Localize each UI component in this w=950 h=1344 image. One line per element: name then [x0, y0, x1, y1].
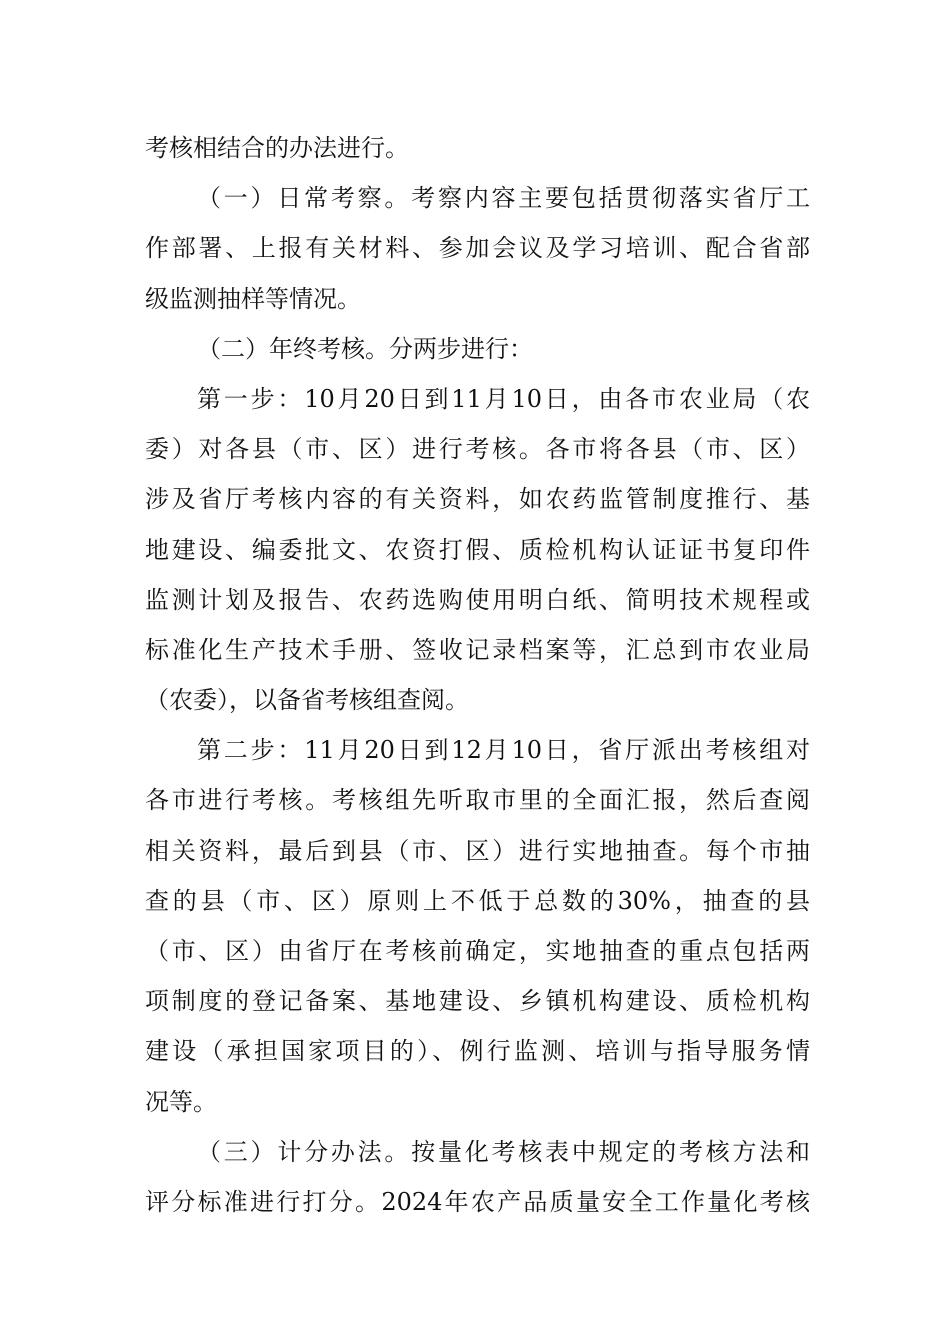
- text-line: 地建设、编委批文、农资打假、质检机构认证证书复印件: [145, 535, 810, 564]
- text-line: 第一步：10月20日到11月10日，由各市农业局（农: [197, 384, 810, 413]
- text-line: 查的县（市、区）原则上不低于总数的30%，抽查的县: [145, 886, 810, 915]
- text-line: （市、区）由省厅在考核前确定，实地抽查的重点包括两: [145, 937, 810, 965]
- text-line: （二）年终考核。分两步进行：: [197, 334, 533, 363]
- text-line: 作部署、上报有关材料、参加会议及学习培训、配合省部: [145, 234, 810, 263]
- text-line: （一）日常考察。考察内容主要包括贯彻落实省厅工: [197, 184, 810, 213]
- text-line: （农委），以备省考核组查阅。: [145, 686, 469, 715]
- text-line: 各市进行考核。考核组先听取市里的全面汇报，然后查阅: [145, 786, 810, 815]
- document-body: [145, 123, 810, 1227]
- text-line: 相关资料，最后到县（市、区）进行实地抽查。每个市抽: [145, 836, 810, 865]
- text-line: （三）计分办法。按量化考核表中规定的考核方法和: [197, 1137, 810, 1166]
- text-line: 监测计划及报告、农药选购使用明白纸、简明技术规程或: [145, 585, 810, 614]
- text-line: 考核相结合的办法进行。: [145, 134, 409, 162]
- text-line: 委）对各县（市、区）进行考核。各市将各县（市、区）: [145, 435, 810, 464]
- text-line: 项制度的登记备案、基地建设、乡镇机构建设、质检机构: [145, 987, 810, 1016]
- text-line: 标准化生产技术手册、签收记录档案等，汇总到市农业局: [145, 635, 810, 664]
- text-line: 况等。: [145, 1087, 217, 1116]
- text-line: 评分标准进行打分。2024年农产品质量安全工作量化考核: [145, 1187, 810, 1216]
- text-line: 涉及省厅考核内容的有关资料，如农药监管制度推行、基: [145, 485, 810, 514]
- text-line: 建设（承担国家项目的）、例行监测、培训与指导服务情: [145, 1037, 810, 1066]
- text-line: 第二步：11月20日到12月10日，省厅派出考核组对: [197, 736, 810, 765]
- text-line: 级监测抽样等情况。: [145, 284, 361, 313]
